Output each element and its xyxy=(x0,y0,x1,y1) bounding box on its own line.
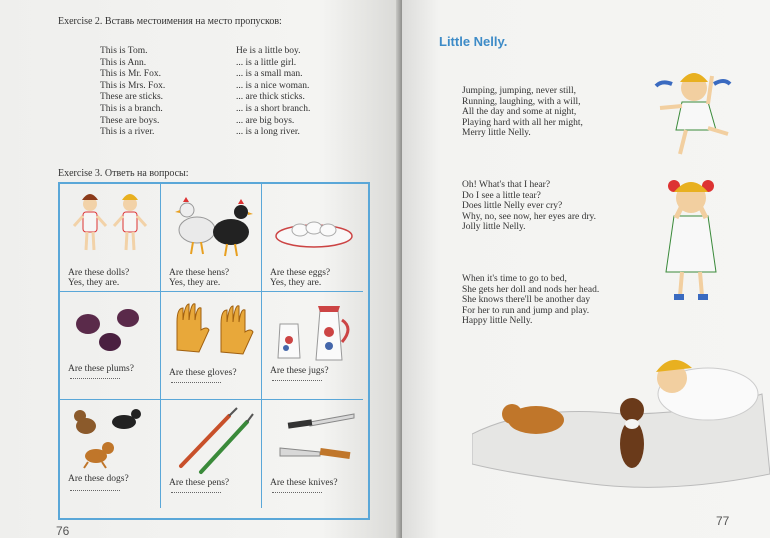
poem-line: Does little Nelly ever cry? xyxy=(462,201,563,212)
exercise2-title: Exercise 2. Вставь местоимения на место пропусков: xyxy=(58,16,282,27)
sentence: ... is a long river. xyxy=(236,127,300,138)
sentence: This is a river. xyxy=(100,127,155,138)
sentence: These are boys. xyxy=(100,115,160,126)
sentence: This is Mrs. Fox. xyxy=(100,80,166,91)
grid-cell-jugs xyxy=(262,292,363,400)
grid-cell-hens xyxy=(161,184,262,292)
hens-picture xyxy=(169,192,255,262)
grid-cell-eggs xyxy=(262,184,363,292)
cell-question: Are these eggs? xyxy=(270,268,331,278)
eggs-picture xyxy=(272,214,356,254)
exercise2-column-a xyxy=(100,46,165,139)
grid-cell-pens xyxy=(161,400,262,508)
poem-line: She gets her doll and nods her head. xyxy=(462,284,600,295)
poem-stanza-2 xyxy=(462,180,596,233)
exercise2-column-b xyxy=(236,46,310,139)
poem-line: Playing hard with all her might, xyxy=(462,117,583,128)
sentence: ... is a short branch. xyxy=(236,103,311,114)
cell-question: Are these pens? xyxy=(169,478,230,488)
exercise3-title: Exercise 3. Ответь на вопросы: xyxy=(58,168,189,179)
nelly-bedtime-illustration xyxy=(472,344,770,510)
sentence: This is Ann. xyxy=(100,57,147,68)
sentence: ... is a little girl. xyxy=(236,57,297,68)
grid-cell-dolls xyxy=(60,184,161,292)
cell-answer: Yes, they are. xyxy=(68,278,120,288)
poem-line: When it's time to go to bed, xyxy=(462,274,567,284)
sentence: ... is a small man. xyxy=(236,69,303,80)
poem-title: Little Nelly. xyxy=(439,34,508,49)
page-number-right: 77 xyxy=(716,514,730,528)
cell-answer: Yes, they are. xyxy=(169,278,221,288)
sentence: ... are thick sticks. xyxy=(236,92,305,103)
answer-blank xyxy=(70,490,120,491)
answer-blank xyxy=(171,382,221,383)
grid-cell-plums xyxy=(60,292,161,400)
answer-blank xyxy=(70,378,120,379)
sentence: ... is a nice woman. xyxy=(236,80,310,91)
cell-question: Are these jugs? xyxy=(270,366,329,376)
poem-line: She knows there'll be another day xyxy=(462,295,591,306)
cell-question: Are these gloves? xyxy=(169,368,237,378)
cell-answer: Yes, they are. xyxy=(270,278,322,288)
nelly-jumping-illustration xyxy=(650,64,740,164)
poem-line: Happy little Nelly. xyxy=(462,316,533,327)
jugs-picture xyxy=(272,302,358,364)
plums-picture xyxy=(70,306,150,356)
exercise3-picture-grid xyxy=(58,182,370,520)
answer-blank xyxy=(272,492,322,493)
dolls-picture xyxy=(66,190,154,262)
grid-cell-gloves xyxy=(161,292,262,400)
poem-stanza-1 xyxy=(462,86,583,139)
sentence: ... are big boys. xyxy=(236,115,295,126)
poem-line: Jumping, jumping, never still, xyxy=(462,86,576,96)
nelly-crying-illustration xyxy=(646,172,736,306)
dogs-picture xyxy=(68,406,154,472)
right-page xyxy=(402,0,770,538)
poem-line: Do I see a little tear? xyxy=(462,190,541,201)
page-number-left: 76 xyxy=(56,524,70,538)
poem-line: All the day and some at night, xyxy=(462,107,577,118)
poem-line: Merry little Nelly. xyxy=(462,128,531,139)
grid-cell-dogs xyxy=(60,400,161,508)
sentence: He is a little boy. xyxy=(236,46,301,56)
cell-question: Are these knives? xyxy=(270,478,338,488)
pens-picture xyxy=(171,406,255,476)
sentence: This is Mr. Fox. xyxy=(100,69,161,80)
sentence: This is Tom. xyxy=(100,46,148,56)
sentence: This is a branch. xyxy=(100,103,163,114)
poem-line: Running, laughing, with a will, xyxy=(462,96,581,107)
answer-blank xyxy=(272,380,322,381)
sentence: These are sticks. xyxy=(100,92,164,103)
poem-stanza-3 xyxy=(462,274,599,327)
poem-line: For her to run and jump and play. xyxy=(462,305,590,316)
gloves-picture xyxy=(169,300,257,360)
cell-question: Are these hens? xyxy=(169,268,230,278)
knives-picture xyxy=(270,410,360,466)
answer-blank xyxy=(171,492,221,493)
poem-line: Jolly little Nelly. xyxy=(462,222,526,233)
cell-question: Are these dogs? xyxy=(68,474,129,484)
poem-line: Why, no, see now, her eyes are dry. xyxy=(462,211,597,222)
poem-line: Oh! What's that I hear? xyxy=(462,180,551,190)
cell-question: Are these plums? xyxy=(68,364,134,374)
grid-cell-knives xyxy=(262,400,363,508)
cell-question: Are these dolls? xyxy=(68,268,130,278)
